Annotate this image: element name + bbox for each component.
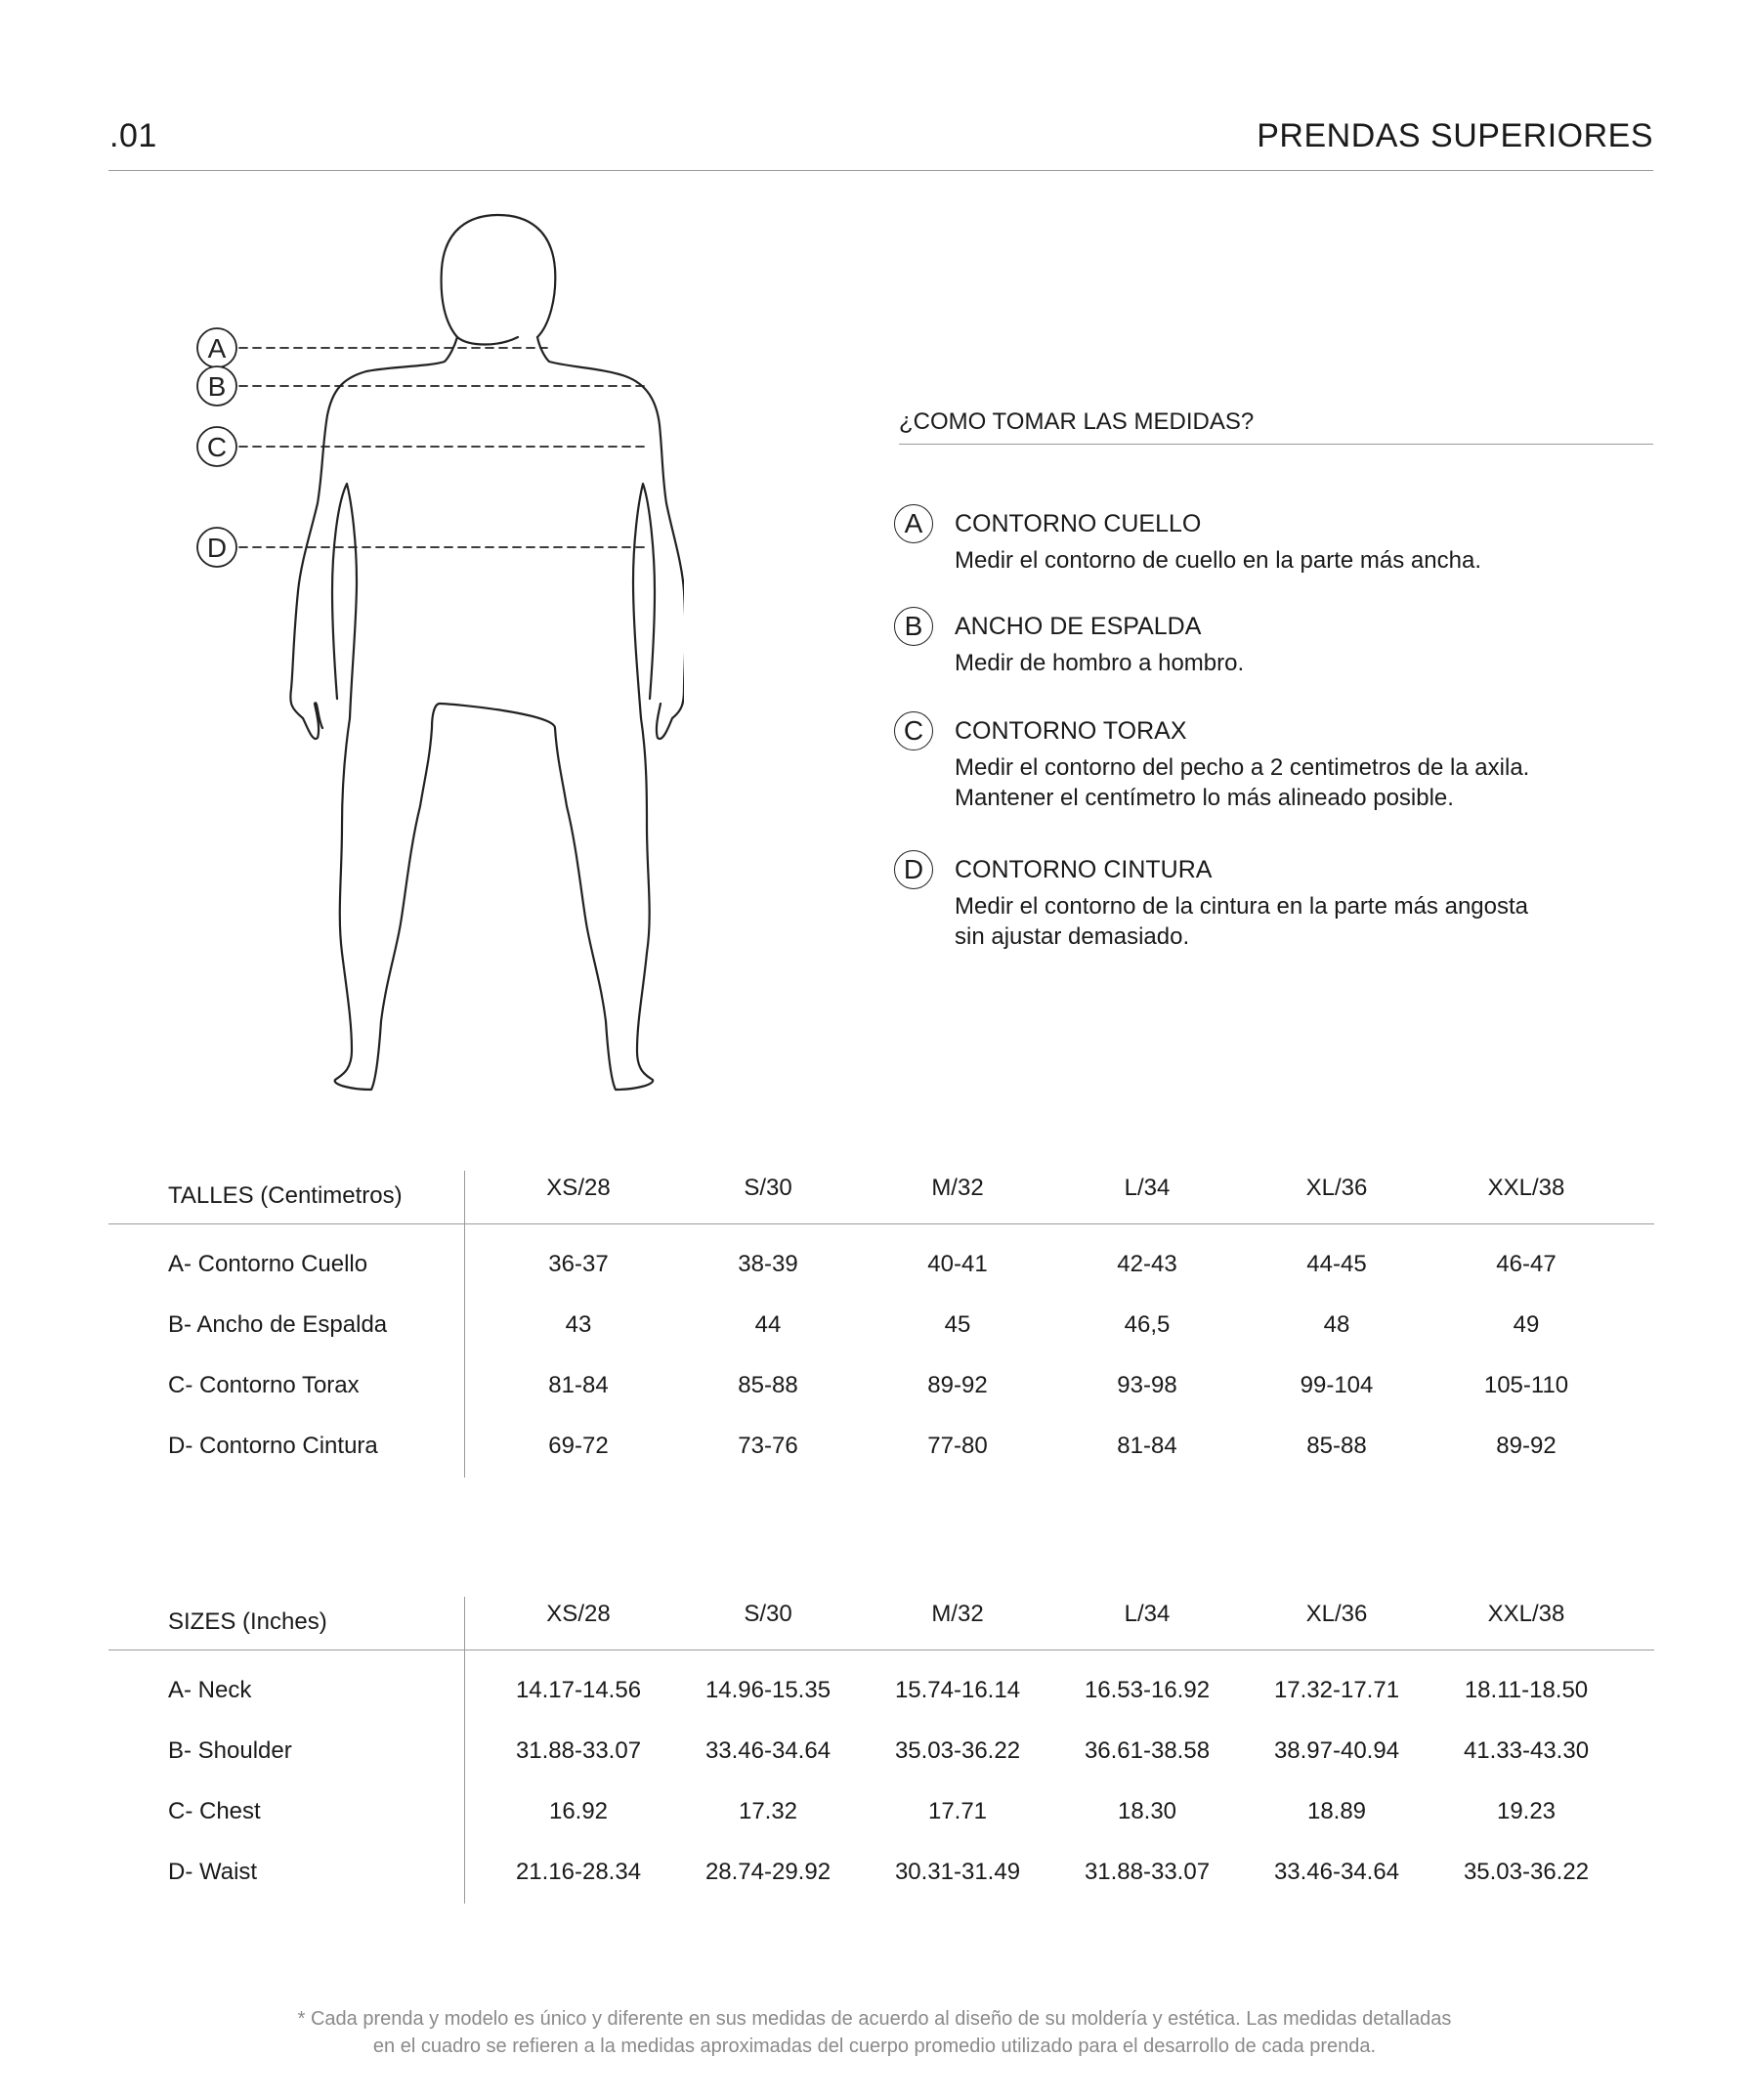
table-header-divider [108,1223,1654,1224]
table-cell: 30.31-31.49 [894,1859,1021,1885]
table-cell: 44-45 [1306,1251,1367,1277]
table-cell: 48 [1323,1311,1350,1338]
table-cell: 18.30 [1117,1798,1177,1824]
table-cell: 17.32-17.71 [1273,1677,1400,1703]
table-cell: 40-41 [927,1251,988,1277]
guide-item-title: CONTORNO CINTURA [955,856,1213,883]
size-header: XXL/38 [1487,1175,1565,1201]
table-cell: 16.92 [548,1798,609,1824]
guide-title: ¿COMO TOMAR LAS MEDIDAS? [899,408,1255,435]
table-cell: 45 [944,1311,971,1338]
row-label: C- Chest [168,1798,261,1824]
table-cell: 46,5 [1124,1311,1171,1338]
size-header: L/34 [1124,1175,1171,1201]
guide-divider [899,444,1653,445]
size-header: L/34 [1124,1601,1171,1627]
table-cell: 46-47 [1496,1251,1557,1277]
table-cell: 16.53-16.92 [1084,1677,1211,1703]
table-cell: 14.96-15.35 [704,1677,832,1703]
table-cell: 99-104 [1300,1372,1374,1398]
table-cell: 85-88 [1306,1433,1367,1459]
guide-item-title: CONTORNO TORAX [955,717,1187,745]
row-label: D- Contorno Cintura [168,1433,378,1459]
table-vertical-divider [464,1597,465,1904]
guide-letter-d: D [894,850,933,889]
table-cell: 38.97-40.94 [1273,1737,1400,1764]
table-cell: 81-84 [1117,1433,1177,1459]
table-cell: 89-92 [927,1372,988,1398]
page-number: .01 [109,117,157,154]
size-header: XL/36 [1305,1601,1368,1627]
page-title: PRENDAS SUPERIORES [1257,117,1653,154]
table-cell: 81-84 [548,1372,609,1398]
table-cell: 85-88 [738,1372,798,1398]
table-cell: 28.74-29.92 [704,1859,832,1885]
table-cell: 15.74-16.14 [894,1677,1021,1703]
row-label: B- Shoulder [168,1737,292,1764]
size-table-cm [0,1163,1749,1485]
row-label: A- Neck [168,1677,252,1703]
guide-letter-c: C [894,711,933,750]
table-cell: 31.88-33.07 [515,1737,642,1764]
figure-inner-right-arm [633,484,655,718]
guide-letter-a: A [894,504,933,543]
row-label: A- Contorno Cuello [168,1251,368,1277]
table-cell: 77-80 [927,1433,988,1459]
table-cell: 35.03-36.22 [894,1737,1021,1764]
guide-item-description: Medir el contorno de la cintura en la parte más angosta sin ajustar demasiado. [955,893,1529,950]
table-cell: 49 [1513,1311,1540,1338]
marker-a-label: A [207,333,227,364]
footnote-line: * Cada prenda y modelo es único y diferente en sus medidas de acuerdo al diseño de su moldería y estética. Las medidas detalladas [297,2008,1452,2030]
table-cell: 105-110 [1483,1372,1569,1398]
table-cell: 17.71 [927,1798,988,1824]
table-cell: 33.46-34.64 [704,1737,832,1764]
size-header: XL/36 [1305,1175,1368,1201]
table-vertical-divider [464,1171,465,1478]
table-cell: 19.23 [1496,1798,1557,1824]
table-cell: 36-37 [548,1251,609,1277]
table-cell: 42-43 [1117,1251,1177,1277]
table-cell: 14.17-14.56 [515,1677,642,1703]
table-cell: 89-92 [1496,1433,1557,1459]
body-figure-illustration [195,210,684,1109]
table-cell: 43 [565,1311,592,1338]
size-header: M/32 [931,1601,984,1627]
figure-left-leg [335,704,440,1090]
size-header: M/32 [931,1175,984,1201]
table-cell: 69-72 [548,1433,609,1459]
guide-item-title: CONTORNO CUELLO [955,510,1202,537]
guide-item-description: Medir el contorno de cuello en la parte más ancha. [955,547,1481,574]
footnote [0,2005,1749,2060]
figure-right-outline [537,337,684,739]
table-cell: 35.03-36.22 [1463,1859,1590,1885]
guide-letter-b: B [894,607,933,646]
figure-head [442,215,556,345]
footnote-line: en el cuadro se refieren a la medidas aproximadas del cuerpo promedio utilizado para el desarrollo de cada prenda. [372,2036,1377,2057]
table-cell: 18.11-18.50 [1464,1677,1589,1703]
table-cell: 41.33-43.30 [1463,1737,1590,1764]
table-heading: SIZES (Inches) [168,1608,327,1635]
table-cell: 31.88-33.07 [1084,1859,1211,1885]
size-header: XS/28 [546,1601,611,1627]
guide-item-title: ANCHO DE ESPALDA [955,613,1202,640]
table-cell: 38-39 [738,1251,798,1277]
row-label: B- Ancho de Espalda [168,1311,388,1338]
table-cell: 21.16-28.34 [515,1859,642,1885]
guide-item-description: Medir el contorno del pecho a 2 centimetros de la axila. Mantener el centímetro lo más alineado posible. [955,754,1530,811]
guide-item-description: Medir de hombro a hombro. [955,650,1245,676]
table-cell: 44 [754,1311,782,1338]
size-header: XXL/38 [1487,1601,1565,1627]
table-cell: 73-76 [738,1433,798,1459]
table-cell: 17.32 [738,1798,798,1824]
figure-inner-left-arm [332,484,357,718]
table-cell: 33.46-34.64 [1273,1859,1400,1885]
table-cell: 18.89 [1306,1798,1367,1824]
figure-right-leg [440,704,653,1090]
marker-c-label: C [206,432,228,462]
size-table-inches [0,1589,1749,1911]
row-label: C- Contorno Torax [168,1372,360,1398]
size-header: XS/28 [546,1175,611,1201]
table-heading: TALLES (Centimetros) [168,1182,403,1209]
table-cell: 36.61-38.58 [1084,1737,1211,1764]
marker-d-label: D [206,533,228,563]
size-header: S/30 [744,1175,792,1201]
size-header: S/30 [744,1601,792,1627]
figure-left-outline [290,337,457,739]
marker-b-label: B [207,371,227,402]
header-divider [108,170,1653,171]
row-label: D- Waist [168,1859,258,1885]
table-cell: 93-98 [1117,1372,1177,1398]
